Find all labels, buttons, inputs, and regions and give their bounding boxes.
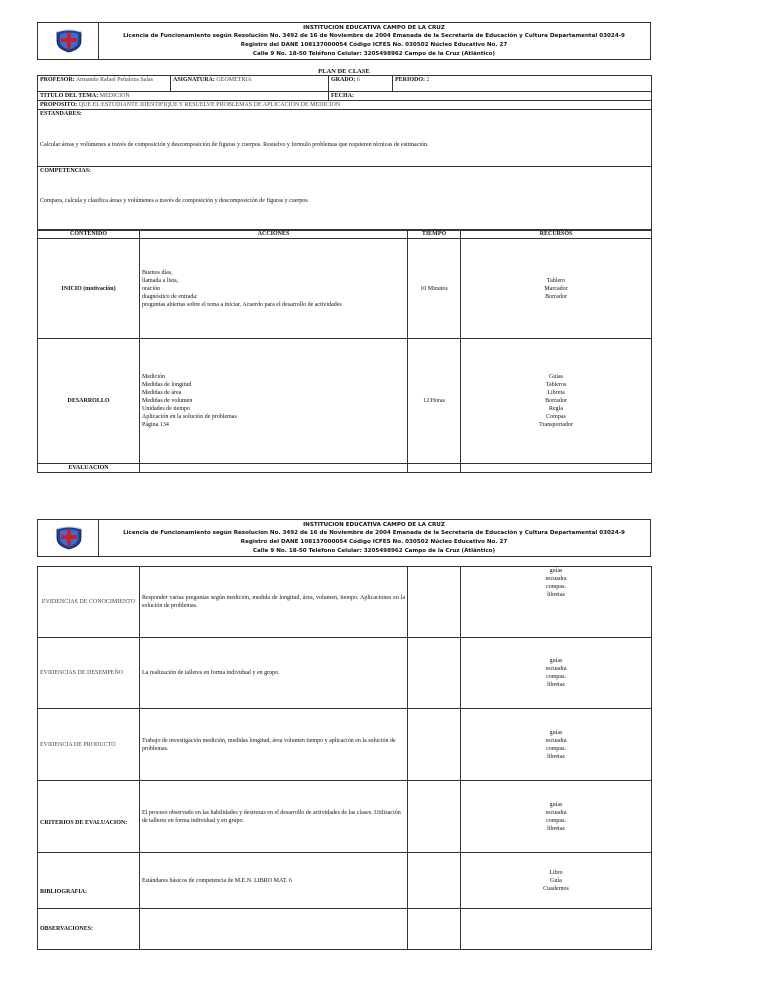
page2-header — [37, 519, 651, 557]
desarrollo-action: Aplicación en la solución de problemas — [142, 414, 237, 420]
evidence-resources — [461, 909, 652, 950]
inicio-time: 10 Minutos — [408, 239, 461, 339]
evidence-resources — [461, 709, 652, 781]
resource-item: escuadra — [545, 576, 567, 582]
periodo-label: PERIODO: — [395, 77, 425, 83]
asignatura-value: GEOMETRIA — [216, 77, 252, 83]
inicio-label: INICIO — [61, 285, 82, 292]
resource-item: Transportador — [539, 422, 573, 428]
evidence-text: Responder varias preguntas según medición, medida de longitud, área, volumen, tiempo. Aplicaciones en la solución de problemas. — [140, 567, 408, 638]
desarrollo-action: Página 134 — [142, 422, 169, 428]
plan-title: PLAN DE CLASE — [318, 68, 370, 75]
resource-item: libretas — [547, 825, 565, 832]
periodo-value: 2 — [426, 77, 430, 83]
registry-text: Registro del DANE 108137000054 Código ICFES No. 030502 Núcleo Educativo No. 27 — [240, 42, 508, 48]
resource-item: guías — [549, 729, 563, 736]
school-crest-icon — [56, 29, 82, 53]
school-crest-icon — [56, 526, 82, 550]
header-acciones: ACCIONES — [140, 230, 408, 239]
grado-label: GRADO: — [331, 77, 356, 83]
resource-item: Guía — [550, 877, 562, 884]
desarrollo-action: Unidades de tiempo — [142, 406, 190, 412]
resource-item: compas. — [546, 674, 566, 680]
evidence-resources — [461, 638, 652, 709]
resource-item: Libreta — [547, 390, 565, 396]
institution-name: INSTITUCION EDUCATIVA CAMPO DE LA CRUZ — [303, 25, 445, 31]
evidence-label: EVIDENCIAS DE CONOCIMIENTO — [38, 567, 140, 638]
address-text: Calle 9 No. 18-50 Teléfono Celular: 3205498962 Campo de la Cruz (Atlántico) — [252, 51, 496, 57]
tema-cell — [38, 92, 329, 101]
evidence-resources — [461, 781, 652, 853]
evidence-text: Estándares básicos de competencia de M.E.N. LIBRO MAT. 6 — [140, 853, 408, 909]
resource-item: Compas — [546, 414, 566, 420]
registry-text: Registro del DANE 108137000054 Código ICFES No. 030502 Núcleo Educativo No. 27 — [240, 539, 508, 545]
plan-info-table — [37, 75, 652, 231]
desarrollo-time: 12 Horas — [408, 339, 461, 464]
profesor-label: PROFESOR: — [40, 77, 75, 83]
resource-item: libretas — [547, 753, 565, 760]
inicio-action: preguntas abiertas sobre el tema a iniciar. Acuerdo para el desarrollo de actividades — [142, 301, 342, 308]
header-contenido: CONTENIDO — [38, 230, 140, 239]
resource-item: guías — [549, 568, 563, 574]
resource-item: escuadra — [545, 737, 567, 744]
desarrollo-action: Medición — [142, 374, 165, 380]
evidence-resources — [461, 853, 652, 909]
resource-item: guías — [549, 801, 563, 808]
fecha-cell — [329, 92, 652, 101]
desarrollo-action: Medidas de volumen — [142, 398, 193, 404]
logo-cell — [38, 23, 99, 59]
grado-cell — [329, 76, 393, 92]
resource-item: compas. — [546, 745, 566, 752]
resource-item: escuadra — [545, 809, 567, 816]
estandares-label: ESTANDARES: — [40, 111, 82, 117]
inicio-actions — [140, 239, 408, 339]
desarrollo-label: DESARROLLO — [38, 339, 140, 464]
address-text: Calle 9 No. 18-50 Teléfono Celular: 3205498962 Campo de la Cruz (Atlántico) — [252, 548, 496, 554]
inicio-cell — [38, 239, 140, 339]
profesor-value: Armando Rafael Peñaloza Salas — [75, 77, 153, 83]
desarrollo-action: Medidas de longitud — [142, 382, 192, 388]
resource-item: escuadra — [545, 666, 567, 672]
resource-item: compas. — [546, 817, 566, 824]
institution-name: INSTITUCION EDUCATIVA CAMPO DE LA CRUZ — [303, 522, 445, 528]
resource-item: libretas — [547, 682, 565, 688]
evaluacion-resources — [461, 464, 652, 473]
competencias-value: Compara, calcula y clasifica áreas y volúmenes a través de composición y descomposición de figuras y cuerpos — [40, 198, 308, 204]
evidence-table — [37, 566, 652, 950]
asignatura-label: ASIGNATURA: — [173, 77, 215, 83]
evaluacion-actions — [140, 464, 408, 473]
evidence-label: OBSERVACIONES: — [38, 909, 140, 950]
evaluacion-time — [408, 464, 461, 473]
evidence-label: EVIDENCIAS DE DESEMPEÑO — [38, 638, 140, 709]
tema-label: TITULO DEL TEMA: — [40, 93, 99, 99]
proposito-value: QUE EL ESTUDIANTE IDENTIFIQUE Y RESUELVE PROBLEMAS DE APLICACIÓN DE MEDICION — [78, 102, 341, 108]
inicio-action: Buenos días, — [142, 269, 173, 276]
evidence-resources — [461, 567, 652, 638]
evaluacion-label: EVALUACION — [38, 464, 140, 473]
asignatura-cell — [171, 76, 329, 92]
evidence-time — [408, 781, 461, 853]
competencias-cell — [38, 167, 652, 231]
tema-value: MEDICION — [99, 93, 130, 99]
evidence-label: BIBLIOGRAFIA: — [38, 853, 140, 909]
evidence-label: CRITERIOS DE EVALUACION: — [38, 781, 140, 853]
evidence-text: Trabajo de investigación medición, medidas longitud, área volumen tiempo y aplicación en la solución de problemas. — [140, 709, 408, 781]
resource-item: Marcador — [544, 285, 568, 292]
evidence-text — [140, 909, 408, 950]
inicio-action: oración — [142, 285, 160, 292]
license-text: Licencia de Funcionamiento según Resolución No. 3492 de 16 de Noviembre de 2004 Emanada de la Secretaria de Educación y Cultura Departamental 03024-9 — [123, 530, 625, 536]
desarrollo-resources — [461, 339, 652, 464]
header-tiempo: TIEMPO — [408, 230, 461, 239]
profesor-cell — [38, 76, 171, 92]
resource-item: Tablero — [546, 277, 566, 284]
evidence-text: El proceso observado en las habilidades y destrezas en el desarrollo de actividades de las clases. Utilización de talleres en forma individual y en grupo. — [140, 781, 408, 853]
competencias-label: COMPETENCIAS: — [40, 168, 92, 174]
logo-cell — [38, 520, 99, 556]
resource-item: Libro — [549, 869, 563, 876]
fecha-label: FECHA: — [331, 93, 354, 99]
proposito-label: PROPOSITO: — [40, 102, 78, 108]
resource-item: Cuadernos — [543, 885, 569, 892]
evidence-time — [408, 638, 461, 709]
resource-item: Borrador — [545, 293, 567, 300]
inicio-action: llamada a lista, — [142, 277, 179, 284]
evidence-label: EVIDENCIA DE PRODUCTO — [38, 709, 140, 781]
resource-item: guías — [549, 658, 563, 664]
resource-item: Regla — [549, 406, 563, 412]
page1-header — [37, 22, 651, 60]
header-recursos: RECURSOS — [461, 230, 652, 239]
periodo-cell — [393, 76, 652, 92]
evidence-time — [408, 567, 461, 638]
estandares-value: Calcular áreas y volúmenes a través de composición y descomposición de figuras y cuerpos. Resuelvo y formulo problemas que requieren técnicas de estimación. — [40, 142, 429, 148]
resource-item: Borrador — [545, 398, 567, 404]
activities-table — [37, 229, 652, 473]
grado-value: 6 — [356, 77, 360, 83]
inicio-action: diagnóstico de entrada: — [142, 293, 198, 300]
estandares-cell — [38, 110, 652, 167]
resource-item: libretas — [547, 592, 565, 598]
inicio-resources — [461, 239, 652, 339]
inicio-sub: (motivación) — [83, 285, 116, 292]
evidence-time — [408, 909, 461, 950]
license-text: Licencia de Funcionamiento según Resolución No. 3492 de 16 de Noviembre de 2004 Emanada de la Secretaria de Educación y Cultura Departamental 03024-9 — [123, 33, 625, 39]
resource-item: Guías — [549, 374, 563, 380]
evidence-time — [408, 709, 461, 781]
resource-item: Tableros — [545, 382, 567, 388]
resource-item: compas. — [546, 584, 566, 590]
desarrollo-action: Medidas de área — [142, 390, 182, 396]
evidence-text: La realización de talleres en forma individual y en grupo. — [140, 638, 408, 709]
evidence-time — [408, 853, 461, 909]
proposito-cell — [38, 101, 652, 110]
desarrollo-actions — [140, 339, 408, 464]
